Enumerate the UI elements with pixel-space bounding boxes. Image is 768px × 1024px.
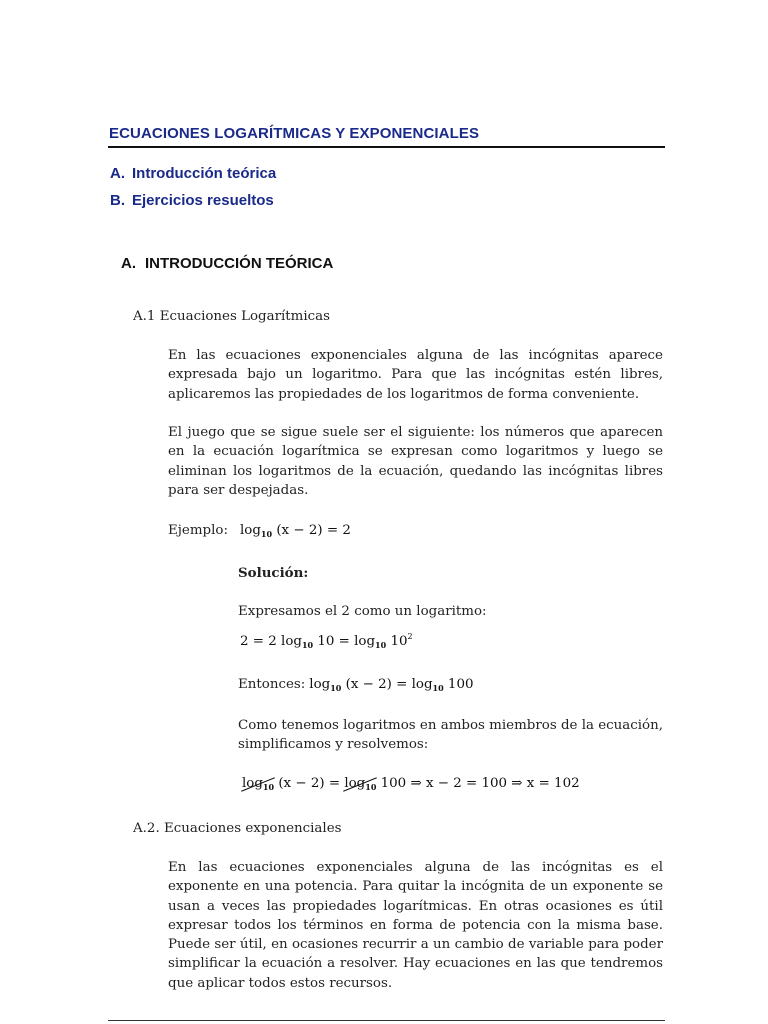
- toc-item-ejercicios[interactable]: [110, 192, 274, 209]
- example-equation: $\log_{10} (x - 2) = 2$: [239, 523, 351, 539]
- solution-step-1: Expresamos el 2 como un logaritmo:: [238, 604, 487, 619]
- toc-item-label: Introducción teórica: [132, 165, 277, 182]
- equation-both-logs: $\log_{10} (x - 2) = \log_{10} 100$: [309, 677, 474, 693]
- title-underline: [108, 146, 665, 148]
- subheading-a1: A.1 Ecuaciones Logarítmicas: [133, 309, 331, 324]
- equation-final: $\log_{10} (x - 2) = \log_{10} 100$ ⇒ x − 2 = 100 ⇒ x = 102: [242, 776, 580, 792]
- step-2-label: Entonces:: [238, 677, 306, 692]
- cancelled-log-left: $\log_{10}$: [242, 776, 275, 792]
- footer-rule: [108, 1020, 665, 1021]
- example-label: Ejemplo:: [168, 523, 228, 538]
- cancelled-log-right: $\log_{10}$: [344, 776, 377, 792]
- section-letter: A.: [121, 255, 136, 272]
- toc-item-letter: A.: [110, 165, 125, 182]
- equation-two-as-log: 2 = 2 $\log_{10} 10 = \log_{10} 10^2$: [240, 632, 413, 650]
- document-title: ECUACIONES LOGARÍTMICAS Y EXPONENCIALES: [109, 125, 480, 142]
- paragraph-a1-intro: En las ecuaciones exponenciales alguna de las incógnitas aparece expresada bajo un logaritmo. Para que las incógnitas estén libres, aplicaremos las propiedades de los logaritmos de forma conveniente.: [168, 348, 663, 402]
- solution-label: Solución:: [238, 565, 309, 581]
- paragraph-a1-method: El juego que se sigue suele ser el siguiente: los números que aparecen en la ecuación logarítmica se expresan como logaritmos y luego se eliminan los logaritmos de la ecuación, quedando las incógnitas libres para ser despejadas.: [168, 425, 663, 498]
- toc-item-letter: B.: [110, 192, 125, 209]
- toc-item-label: Ejercicios resueltos: [132, 192, 274, 209]
- example-line: [168, 521, 351, 540]
- paragraph-a2-intro: En las ecuaciones exponenciales alguna de las incógnitas es el exponente en una potencia. Para quitar la incógnita de un exponente se usan a veces las propiedades logarítmicas. En otras ocasiones es útil expresar todos los términos en forma de potencia con la misma base. Puede ser útil, en ocasiones recurrir a un cambio de variable para poder simplificar la ecuación a resolver. Hay ecuaciones en las que tendremos que aplicar todos estos recursos.: [168, 860, 663, 991]
- subheading-a2: A.2. Ecuaciones exponenciales: [133, 821, 342, 836]
- solution-step-3: Como tenemos logaritmos en ambos miembros de la ecuación, simplificamos y resolvemos:: [238, 718, 663, 753]
- solution-step-2: [238, 675, 474, 694]
- section-heading-text: INTRODUCCIÓN TEÓRICA: [145, 255, 334, 272]
- toc-item-introduccion[interactable]: [110, 165, 276, 182]
- section-heading-a: [121, 255, 333, 272]
